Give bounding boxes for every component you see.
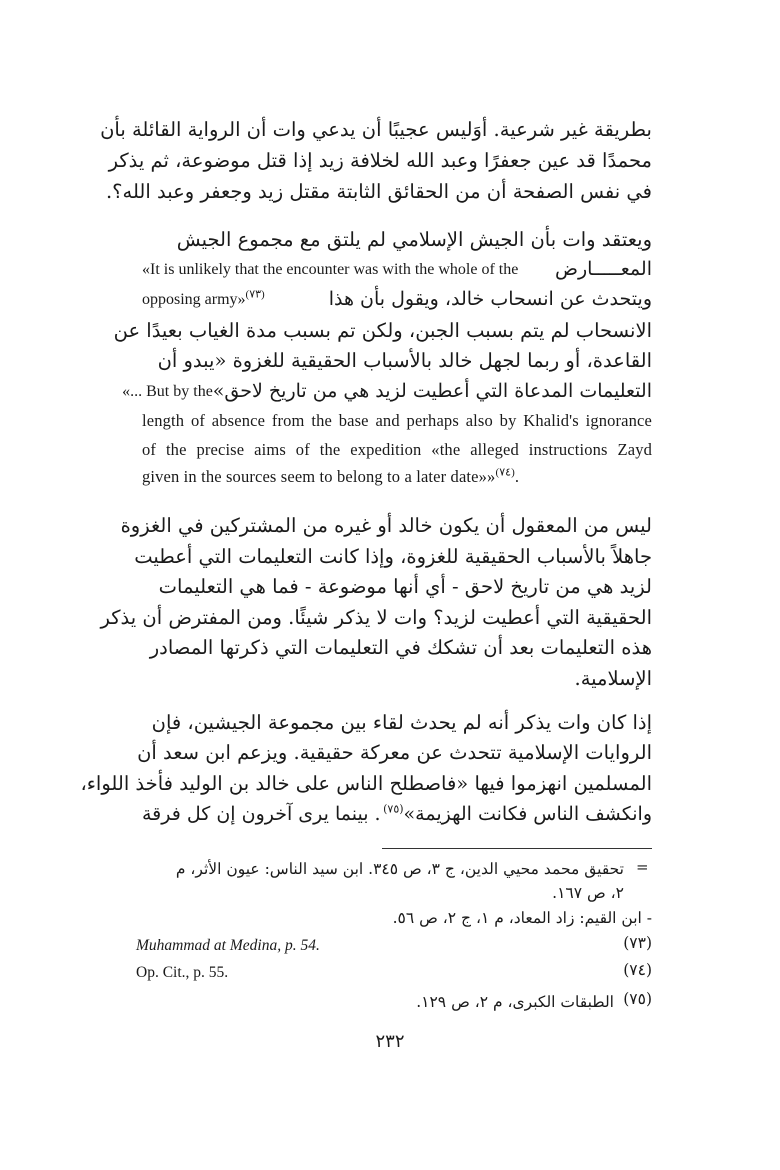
para3-line4: الحقيقية التي أعطيت لزيد؟ وات لا يذكر شيئًا. ومن المفترض أن يذكر [100, 606, 652, 629]
footnote-75-text: الطبقات الكبرى، م ٢، ص ١٢٩. [416, 993, 614, 1011]
para2-line7: length of absence from the base and perhaps also by Khalid's ignorance [142, 411, 652, 430]
para1-line2: محمدًا قد عين جعفرًا وعبد الله لخلافة زيد إذا قتل موضوعة، ثم يذكر [108, 149, 652, 172]
english-quote: opposing army» [142, 291, 246, 308]
para3-line3: لزيد هي من تاريخ لاحق - أي أنها موضوعة - فما هي التعليمات [158, 575, 652, 598]
footnote-73-number: (٧٣) [623, 934, 652, 952]
footnote-continuation-marker: = [636, 858, 649, 876]
para2-line5: القاعدة، أو ربما لجهل خالد بالأسباب الحقيقية للغزوة «يبدو أن [157, 349, 652, 372]
para4-line3: المسلمين انهزموا فيها «فاصطلح الناس على خالد بن الوليد فأخذ اللواء، [80, 772, 652, 795]
para2-line9 [142, 462, 652, 491]
footnote-continued-line2: ٢، ص ١٦٧. [552, 884, 624, 902]
footnote-separator [382, 848, 652, 849]
para4-line4-quote [383, 799, 652, 830]
para2-line6 [122, 376, 652, 407]
footnote-74-number: (٧٤) [623, 961, 652, 979]
footnote-73-text: Muhammad at Medina, p. 54. [136, 937, 320, 954]
para2-line6-english: «... But by the [122, 383, 213, 400]
para2-line8: of the precise aims of the expedition «the alleged instructions Zayd [142, 440, 652, 459]
para2-line2-english: «It is unlikely that the encounter was with the whole of the [142, 261, 519, 278]
footnote-74-text: Op. Cit., p. 55. [136, 964, 229, 981]
para3-line2: جاهلاً بالأسباب الحقيقية للغزوة، وإذا كانت التعليمات التي أعطيت [134, 545, 652, 568]
para2-line6-arabic: التعليمات المدعاة التي أعطيت لزيد هي من تاريخ لاحق» [212, 380, 652, 402]
para2-line4: الانسحاب لم يتم بسبب الجبن، ولكن تم بسبب مدة الغياب بعيدًا عن [113, 319, 652, 342]
footnote-75-number: (٧٥) [623, 990, 652, 1008]
para2-line3 [142, 284, 652, 315]
footnote-ref-75: (٧٥) [383, 802, 404, 816]
page-number: ٢٣٢ [375, 1031, 405, 1052]
para4-line1: إذا كان وات يذكر أنه لم يحدث لقاء بين مجموعة الجيشين، فإن [151, 711, 652, 734]
para2-line1: ويعتقد وات بأن الجيش الإسلامي لم يلتق مع مجموع الجيش [176, 228, 652, 251]
para3-line5: هذه التعليمات بعد أن تشكك في التعليمات التي ذكرتها المصادر [149, 636, 652, 659]
para4-line4 [142, 799, 652, 830]
para1-line1: بطريقة غير شرعية. أوَليس عجيبًا أن يدعي وات أن الرواية القائلة بأن [100, 118, 652, 141]
para4-quote-text: وانكشف الناس فكانت الهزيمة» [403, 803, 652, 825]
footnote-continued-line1: تحقيق محمد محيي الدين، ج ٣، ص ٣٤٥. ابن سيد الناس: عيون الأثر، م [175, 860, 624, 878]
para2-line9-text: given in the sources seem to belong to a later date»» [142, 467, 496, 486]
footnote-ref-73: (٧٣) [245, 288, 265, 301]
para3-line1: ليس من المعقول أن يكون خالد أو غيره من المشتركين في الغزوة [120, 514, 652, 537]
footnote-ref-74: (٧٤) [495, 466, 515, 479]
para2-line3-english [142, 284, 265, 315]
para1-line3: في نفس الصفحة أن من الحقائق الثابتة مقتل زيد وجعفر وعبد الله؟. [105, 180, 652, 203]
para2-line9-end: . [514, 467, 520, 486]
para3-line6: الإسلامية. [574, 667, 652, 690]
para4-line4-rest: . بينما يرى آخرون إن كل فرقة [142, 803, 381, 825]
para2-line2 [142, 254, 652, 285]
para2-line3-arabic: ويتحدث عن انسحاب خالد، ويقول بأن هذا [328, 288, 652, 310]
para2-line2-arabic: المعـــــارض [555, 258, 652, 280]
footnote-continued-line3: - ابن القيم: زاد المعاد، م ١، ج ٢، ص ٥٦. [392, 909, 652, 927]
para4-line2: الروايات الإسلامية تتحدث عن معركة حقيقية. ويزعم ابن سعد أن [137, 741, 652, 764]
